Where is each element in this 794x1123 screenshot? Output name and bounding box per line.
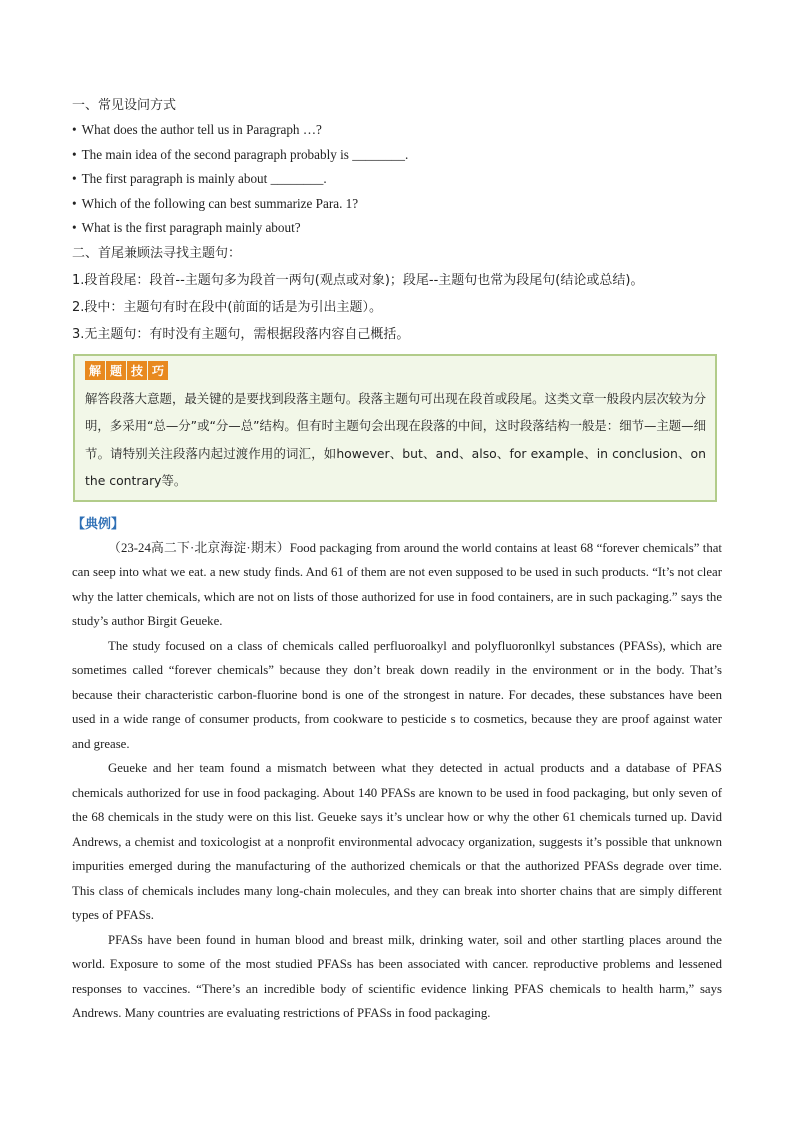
question-item: • Which of the following can best summarize Para. 1? [72, 192, 722, 216]
passage-paragraph: The study focused on a class of chemicals called perfluoroalkyl and polyfluoronlkyl substances (PFASs), which are sometimes called “forever chemicals” because they don’t break down readily in the environment or in the body. That’s because their characteristic carbon-fluorine bond is one of the strongest in nature. For decades, these substances have been used in a wide range of consumer products, from cookware to pesticide s to cosmetics, because they are proof against water and grease. [72, 638, 722, 751]
method-point: 3.无主题句：有时没有主题句，需根据段落内容自己概括。 [72, 326, 410, 342]
document-page [72, 94, 722, 1026]
passage-paragraph: （23-24高二下·北京海淀·期末）Food packaging from around the world contains at least 68 “forever chemicals” that can seep into what we eat. a new study finds. And 61 of them are not even supposed to be used in such products. “It’s not clear why the latter chemicals, which are not on lists of those authorized for use in food containers, are in such packaging.” says the study’s author Birgit Geueke. [72, 540, 722, 629]
example-passage [72, 536, 722, 1026]
tips-badge: 巧 [148, 361, 168, 380]
question-item: • The first paragraph is mainly about ________. [72, 167, 722, 191]
tips-text: 解答段落大意题，最关键的是要找到段落主题句。段落主题句可出现在段首或段尾。这类文章一般段内层次较为分明，多采用“总—分”或“分—总”结构。但有时主题句会出现在段落的中间，这时段落结构一般是：细节—主题—细节。请特别关注段落内起过渡作用的词汇，如however、but、and、also、for example、in conclusion、on the contrary等。 [85, 390, 706, 489]
section2-heading: 二、首尾兼顾法寻找主题句： [72, 246, 242, 262]
method-point: 2.段中：主题句有时在段中(前面的话是为引出主题）。 [72, 299, 382, 315]
passage-paragraph: PFASs have been found in human blood and breast milk, drinking water, soil and other startling places around the world. Exposure to some of the most studied PFASs has been associated with cancer. reproductive problems and lessened responses to vaccines. “There’s an incredible body of scientific evidence linking PFAS chemicals to health harm,” says Andrews. Many countries are evaluating restrictions of PFASs in food packaging. [72, 932, 722, 1021]
tips-badges [85, 361, 706, 381]
section1-heading: 一、常见设问方式 [72, 98, 177, 113]
method-point: 1.段首段尾：段首--主题句多为段首一两句(观点或对象)；段尾--主题句也常为段尾句(结论或总结)。 [72, 272, 644, 288]
question-item: • The main idea of the second paragraph probably is ________. [72, 143, 722, 167]
example-label: 【典例】 [72, 516, 125, 532]
tips-badge: 题 [106, 361, 126, 380]
question-item: • What does the author tell us in Paragraph …? [72, 118, 722, 142]
question-item: • What is the first paragraph mainly about? [72, 216, 722, 240]
passage-paragraph: Geueke and her team found a mismatch between what they detected in actual products and a database of PFAS chemicals authorized for use in food packaging. About 140 PFASs are known to be used in food packaging, but only seven of the 68 chemicals in the study were on this list. Geueke says it’s unclear how or why the other 61 chemicals turned up. David Andrews, a chemist and toxicologist at a nonprofit environmental advocacy organization, suggests it’s possible that unknown impurities emerged during the manufacturing of the authorized chemicals or that the authorized PFASs degrade over time. This class of chemicals includes many long-chain molecules, and they can break into shorter chains that are simply different types of PFASs. [72, 761, 722, 923]
tips-box [73, 354, 717, 502]
tips-badge: 解 [85, 361, 105, 380]
tips-badge: 技 [127, 361, 147, 380]
